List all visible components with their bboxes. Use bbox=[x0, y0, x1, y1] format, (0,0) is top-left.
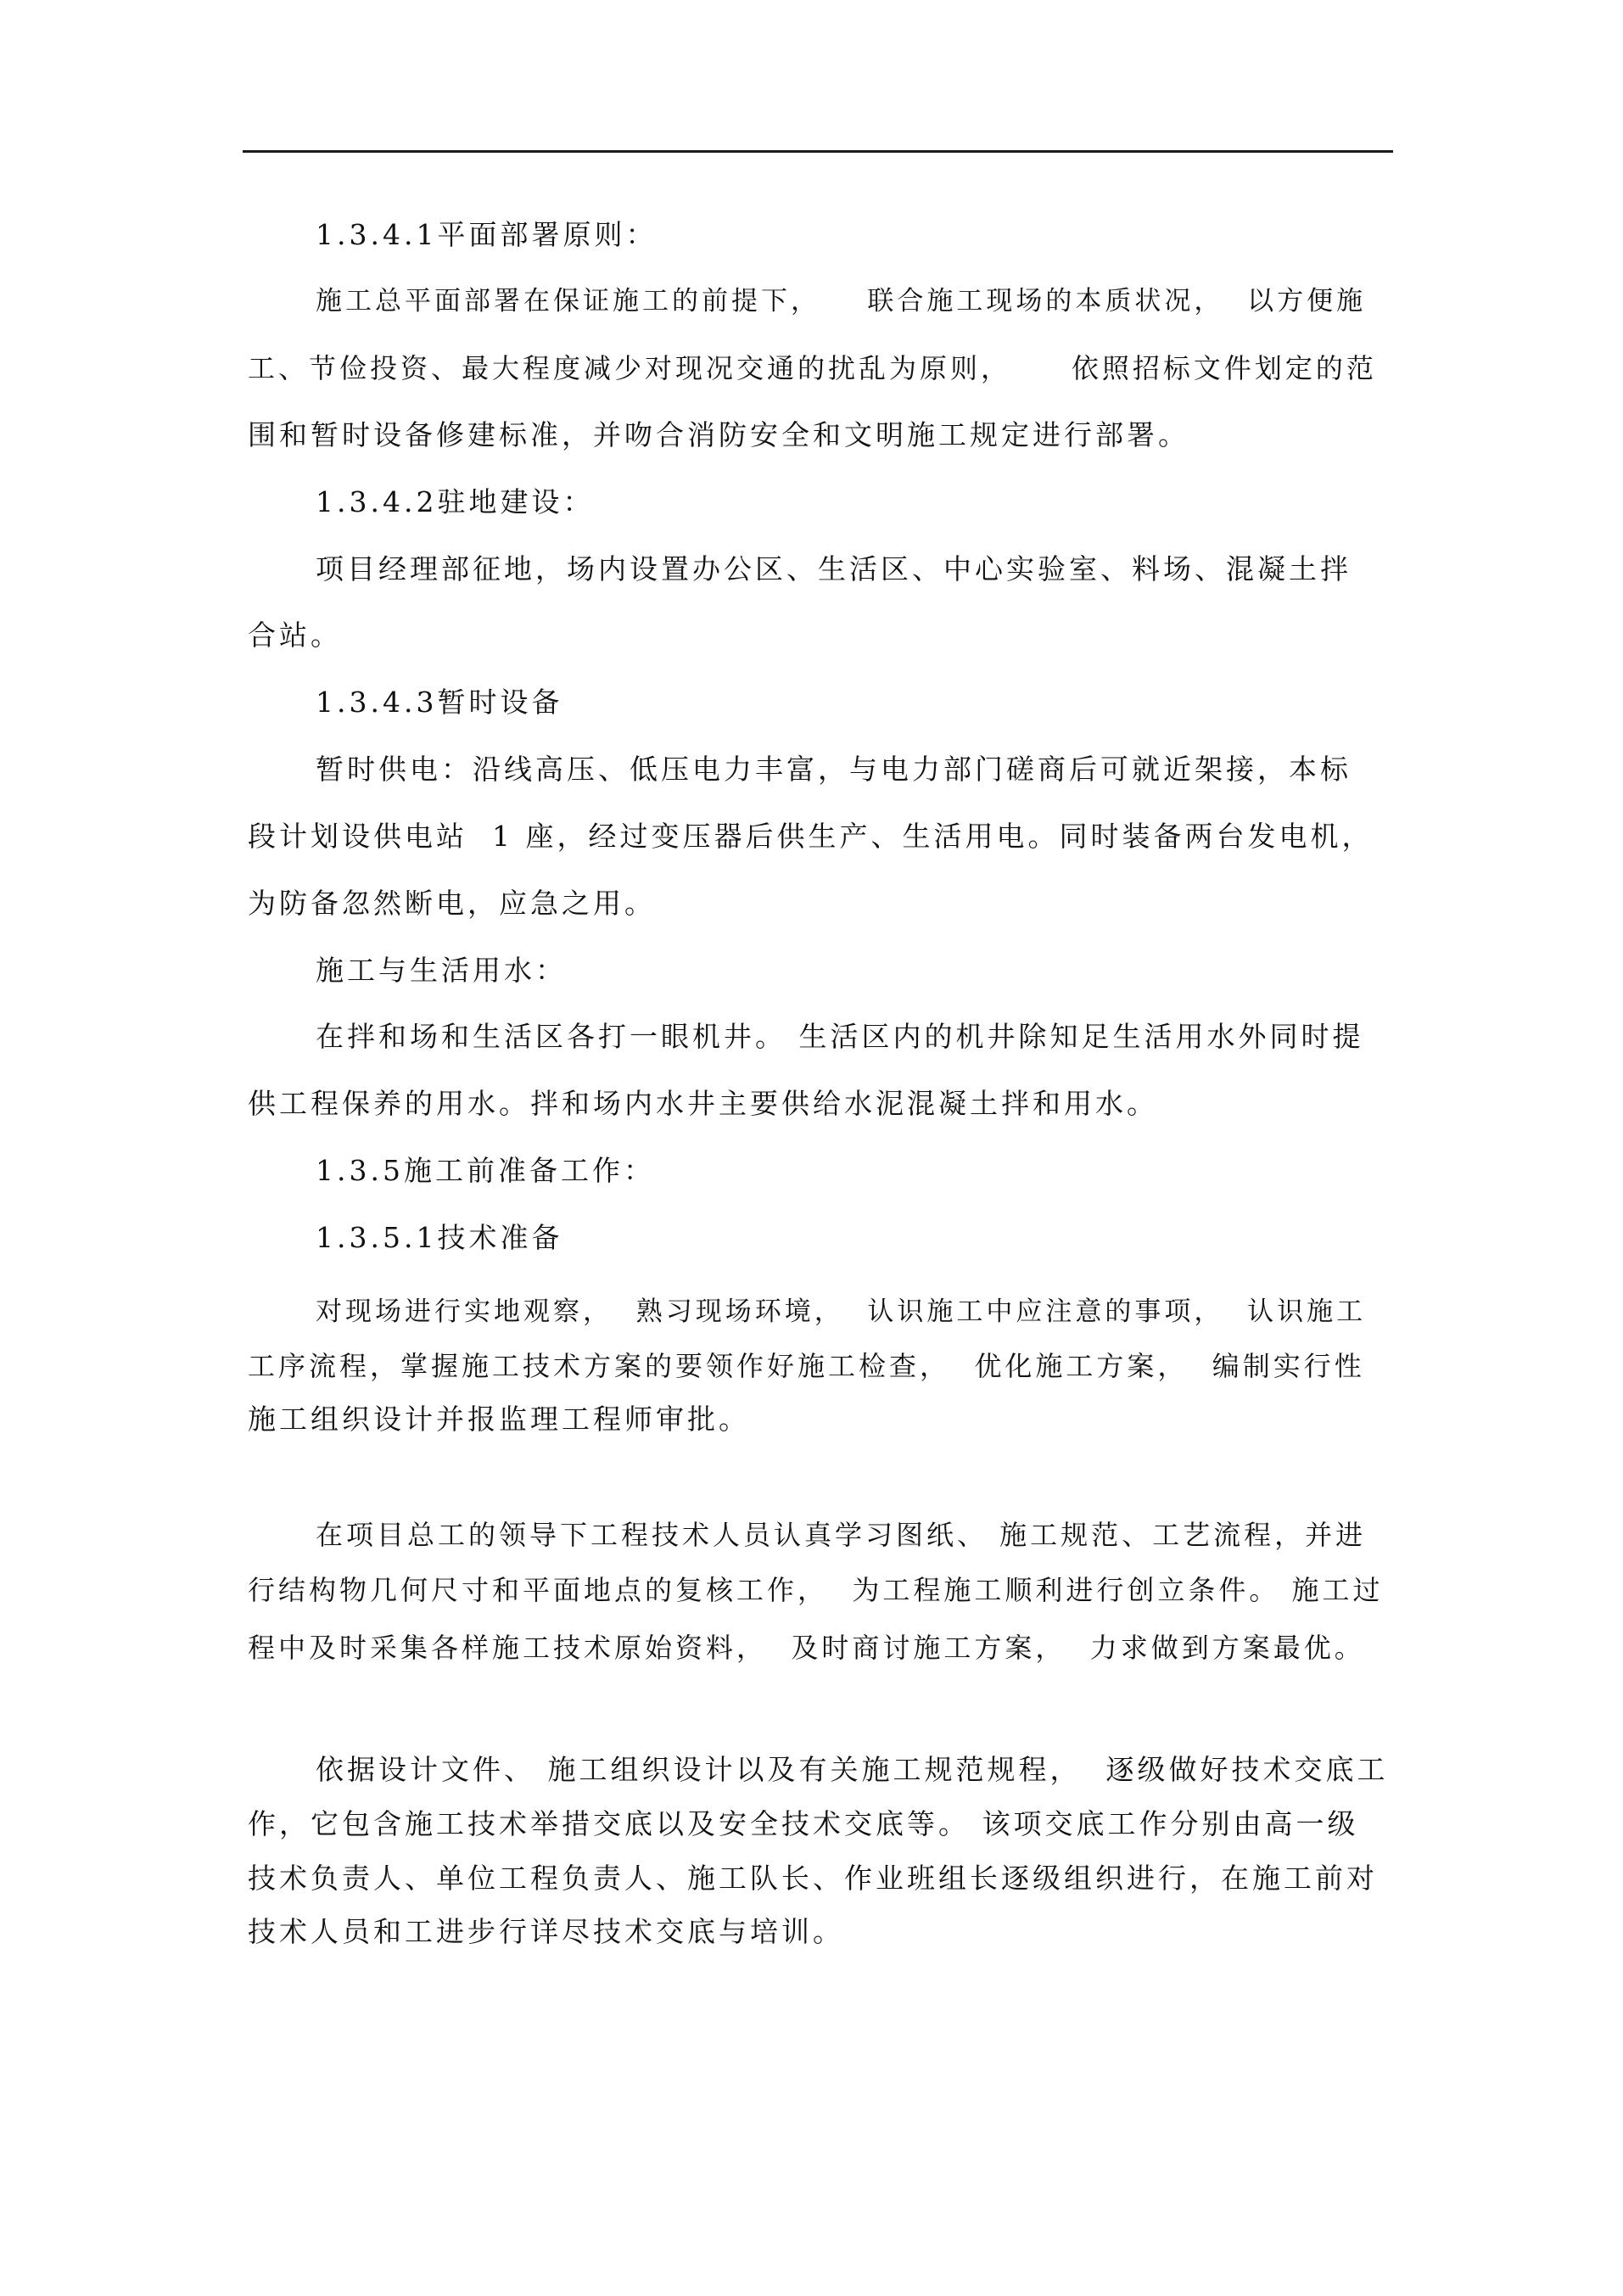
paragraph-line: 在项目总工的领导下工程技术人员认真学习图纸、 施工规范、工艺流程，并进 bbox=[316, 1519, 1367, 1551]
header-rule bbox=[243, 150, 1393, 153]
paragraph-line: 技术人员和工进步行详尽技术交底与培训。 bbox=[248, 1915, 844, 1948]
heading-1-3-4-2: 1.3.4.2驻地建设： bbox=[316, 485, 595, 518]
paragraph-line: 施工组织设计并报监理工程师审批。 bbox=[248, 1403, 750, 1436]
heading-1-3-5-1: 1.3.5.1技术准备 bbox=[316, 1221, 563, 1254]
paragraph-line: 行结构物几何尺寸和平面地点的复核工作， 为工程施工顺利进行创立条件。 施工过 bbox=[248, 1574, 1384, 1606]
paragraph-line: 合站。 bbox=[248, 619, 342, 652]
paragraph-line: 工序流程，掌握施工技术方案的要领作好施工检查， 优化施工方案， 编制实行性 bbox=[248, 1350, 1365, 1382]
paragraph-line: 围和暂时设备修建标准，并吻合消防安全和文明施工规定进行部署。 bbox=[248, 418, 1189, 451]
paragraph-line: 工、节俭投资、最大程度减少对现况交通的扰乱为原则， 依照招标文件划定的范 bbox=[248, 352, 1377, 384]
paragraph-line: 施工总平面部署在保证施工的前提下， 联合施工现场的本质状况， 以方便施 bbox=[316, 286, 1367, 316]
paragraph-line: 项目经理部征地，场内设置办公区、生活区、中心实验室、料场、混凝土拌 bbox=[316, 552, 1352, 585]
paragraph-line: 在拌和场和生活区各打一眼机井。 生活区内的机井除知足生活用水外同时提 bbox=[316, 1020, 1364, 1053]
paragraph-line: 供工程保养的用水。拌和场内水井主要供给水泥混凝土拌和用水。 bbox=[248, 1087, 1158, 1120]
subheading-water: 施工与生活用水： bbox=[316, 954, 567, 987]
heading-1-3-5: 1.3.5施工前准备工作： bbox=[316, 1154, 655, 1187]
paragraph-line: 对现场进行实地观察， 熟习现场环境， 认识施工中应注意的事项， 认识施工 bbox=[316, 1296, 1367, 1327]
heading-1-3-4-3: 1.3.4.3暂时设备 bbox=[316, 686, 563, 719]
paragraph-line: 技术负责人、单位工程负责人、施工队长、作业班组长逐级组织进行，在施工前对 bbox=[248, 1862, 1378, 1895]
paragraph-line: 为防备忽然断电，应急之用。 bbox=[248, 887, 656, 920]
paragraph-line: 作，它包含施工技术举措交底以及安全技术交底等。 该项交底工作分别由高一级 bbox=[248, 1807, 1359, 1840]
paragraph-line: 暂时供电：沿线高压、低压电力丰富，与电力部门磋商后可就近架接，本标 bbox=[316, 753, 1352, 786]
paragraph-line: 依据设计文件、 施工组织设计以及有关施工规范规程， 逐级做好技术交底工 bbox=[316, 1753, 1389, 1786]
paragraph-line: 程中及时采集各样施工技术原始资料， 及时商讨施工方案， 力求做到方案最优。 bbox=[248, 1632, 1365, 1664]
heading-1-3-4-1: 1.3.4.1平面部署原则： bbox=[316, 218, 658, 251]
paragraph-line: 段计划设供电站 1 座，经过变压器后供生产、生活用电。同时装备两台发电机， bbox=[248, 820, 1374, 853]
